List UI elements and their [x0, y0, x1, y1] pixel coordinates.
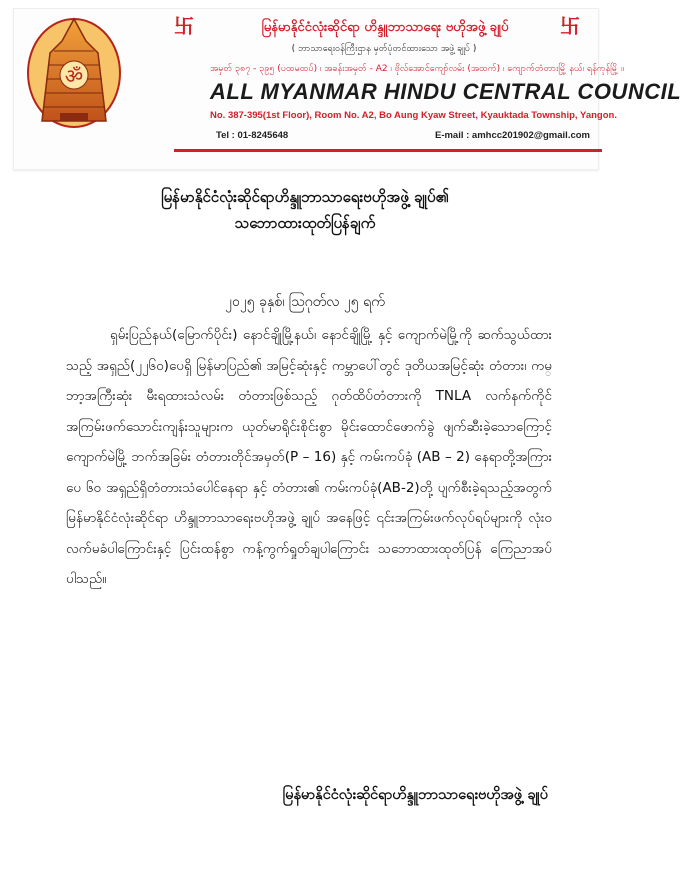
- telephone: Tel : 01-8245648: [216, 130, 289, 141]
- letterhead: [13, 8, 681, 170]
- email: E-mail : amhcc201902@gmail.com: [434, 130, 590, 141]
- org-subtitle-myanmar: ( ဘာသာရေးဝန်ကြီးဌာန မှတ်ပုံတင်ထားသော အဖွဲ့ ချုပ် ): [291, 44, 477, 54]
- om-symbol: ॐ: [64, 64, 84, 88]
- temple-logo-icon: [24, 13, 124, 131]
- statement-body: ရှမ်းပြည်နယ်(မြောက်ပိုင်း) နောင်ချိုမြို့နယ်၊ နောင်ချိုမြို့ နှင့် ကျောက်မဲမြို့ကို ဆက်သွယ်ထားသည့် အရှည်(၂၂၆၀)ပေရှိ မြန်မာပြည်၏ အမြင့်ဆုံးနှင့် ကမ္ဘာပေါ်တွင် ဒုတိယအမြင့်ဆုံး တံတား၊ ကမ္ဘာ့အကြီးဆုံး မီးရထားသံလမ်း တံတားဖြစ်သည့် ဂုတ်ထိပ်တံတားကို TNLA လက်နက်ကိုင် အကြမ်းဖက်သောင်းကျန်းသူများက ယုတ်မာရိုင်းစိုင်းစွာ မိုင်းထောင်ဖောက်ခွဲ ဖျက်ဆီးခဲ့သောကြောင့် ကျောက်မဲမြို့ ဘက်အခြမ်း တံတားတိုင်အမှတ်(P – 16) နှင့် ကမ်းကပ်ခုံ (AB – 2) နေရာတို့အကြား ပေ ၆၀ အရှည်ရှိတံတားသံပေါင်နေရာ နှင့် တံတား၏ ကမ်းကပ်ခုံ(AB-2)တို့ ပျက်စီးခဲ့ရသည့်အတွက် မြန်မာနိုင်ငံလုံးဆိုင်ရာ ဟိန္ဒူဘာသာရေးဗဟိုအဖွဲ့ ချုပ် အနေဖြင့် ၎င်းအကြမ်းဖက်လုပ်ရပ်များကို လုံးဝလက်မခံပါကြောင်းနှင့် ပြင်းထန်စွာ ကန့်ကွက်ရှုတ်ချပါကြောင်း သဘောထားထုတ်ပြန် ကြေညာအပ်ပါသည်။: [66, 327, 552, 587]
- swastika-left-icon: 卐: [174, 14, 194, 38]
- statement-title-line2: သဘောထားထုတ်ပြန်ချက်: [234, 214, 376, 232]
- statement-title-line1: မြန်မာနိုင်ငံလုံးဆိုင်ရာဟိန္ဒူဘာသာရေးဗဟိုအဖွဲ့ ချုပ်၏: [161, 188, 449, 206]
- statement-date: ၂၀၂၅ ခုနှစ်၊ ဩဂုတ်လ ၂၅ ရက်: [225, 294, 385, 310]
- address-myanmar: အမှတ် ၃၈၇ - ၃၉၅ (ပထမထပ်) ၊ အခန်းအမှတ် - A2 ၊ ဗိုလ်အောင်ကျော်လမ်း (အထက်) ၊ ကျောက်တံတားမြို့ နယ်၊ ရန်ကုန်မြို့ ။: [210, 64, 624, 74]
- org-name-english: ALL MYANMAR HINDU CENTRAL COUNCIL: [210, 79, 681, 104]
- letterhead-divider: [174, 149, 602, 152]
- swastika-right-icon: 卐: [560, 14, 580, 38]
- address-english: No. 387-395(1st Floor), Room No. A2, Bo Aung Kyaw Street, Kyauktada Township, Yangon.: [210, 110, 617, 121]
- org-name-myanmar: မြန်မာနိုင်ငံလုံးဆိုင်ရာ ဟိန္ဒူဘာသာရေး ဗဟိုအဖွဲ့ ချုပ်: [261, 20, 509, 35]
- signature: မြန်မာနိုင်ငံလုံးဆိုင်ရာဟိန္ဒူဘာသာရေးဗဟိုအဖွဲ့ ချုပ်: [282, 787, 548, 803]
